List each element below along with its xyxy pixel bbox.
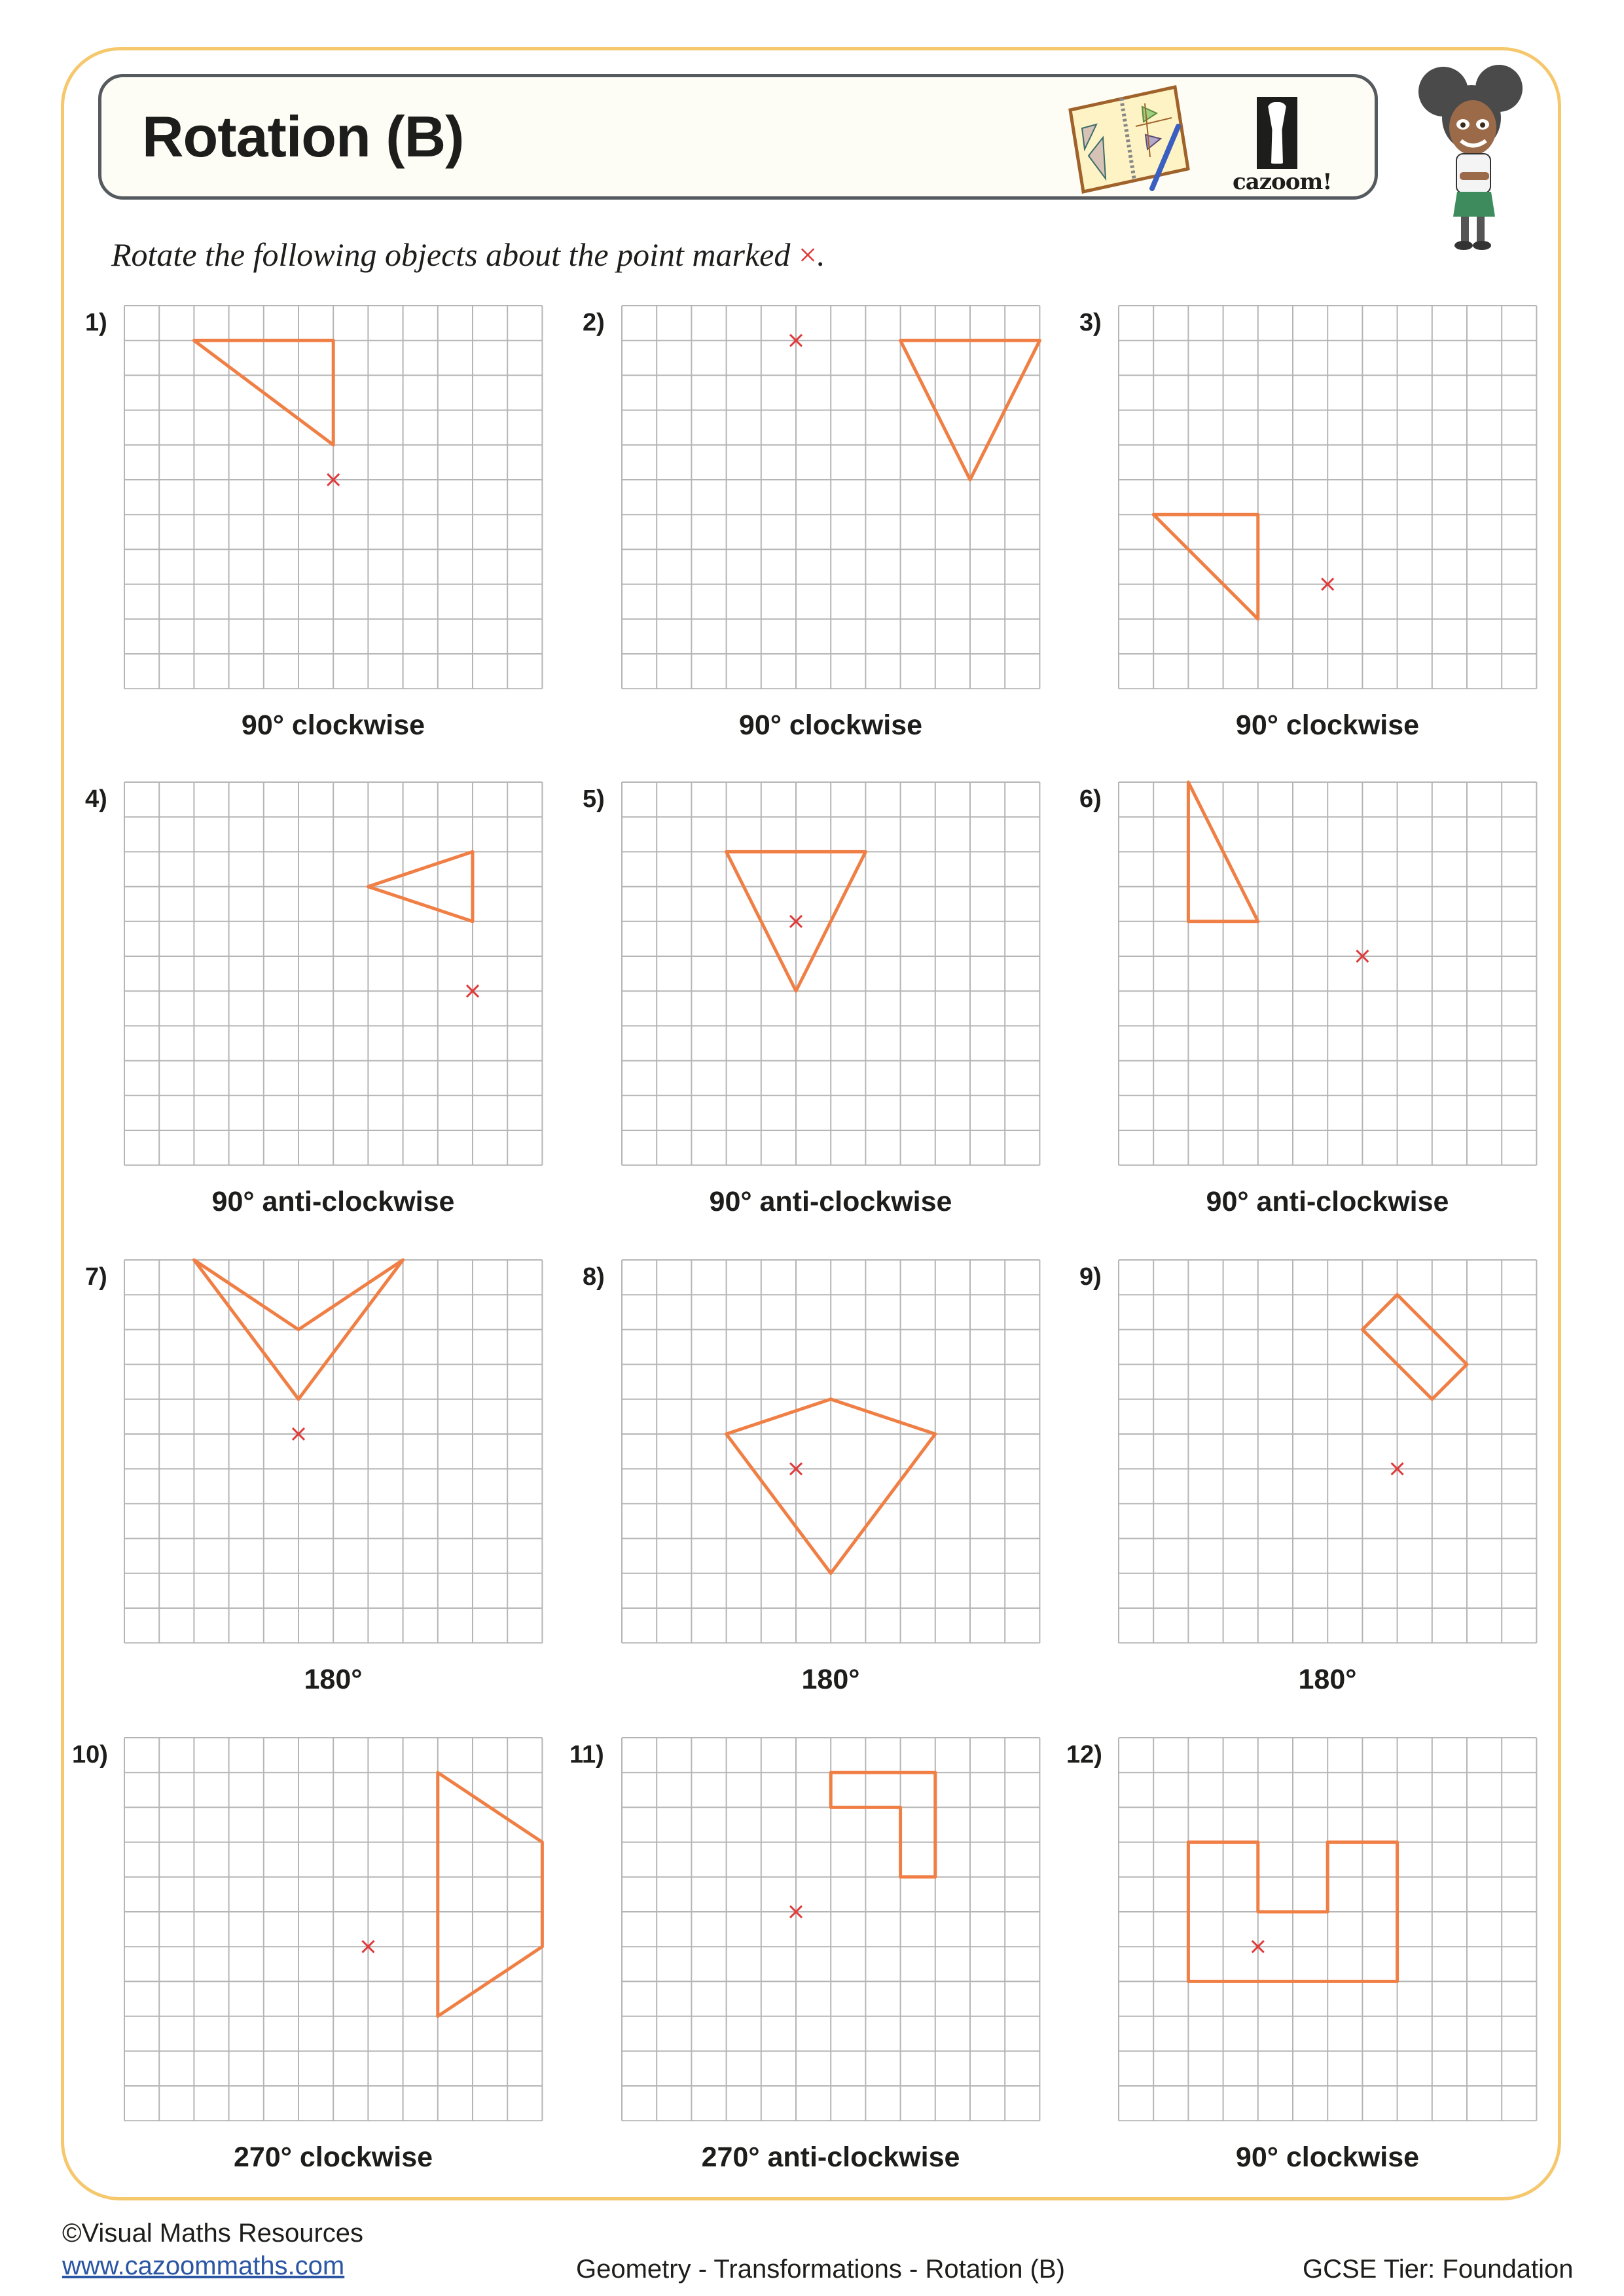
grid-lines bbox=[1119, 782, 1536, 1165]
rotation-grid[interactable] bbox=[124, 1260, 542, 1643]
question-number: 11) bbox=[569, 1741, 604, 1768]
question-number: 3) bbox=[1079, 309, 1102, 336]
object-shape bbox=[438, 1772, 543, 2016]
question-number: 4) bbox=[85, 785, 107, 813]
logo-mark-icon bbox=[1257, 97, 1297, 169]
rotation-grid[interactable] bbox=[622, 1260, 1039, 1643]
rotation-grid[interactable] bbox=[1119, 782, 1536, 1165]
footer-topic: Geometry - Transformations - Rotation (B) bbox=[576, 2255, 1065, 2284]
rotation-grid[interactable] bbox=[622, 782, 1039, 1165]
question-number: 5) bbox=[583, 785, 605, 813]
student-character-icon bbox=[1414, 62, 1532, 252]
instruction-text bbox=[111, 236, 825, 274]
cross-mark-icon: × bbox=[798, 236, 818, 273]
object-shape bbox=[1362, 1295, 1467, 1399]
rotation-instruction: 90° anti-clockwise bbox=[1206, 1186, 1449, 1218]
question-number: 10) bbox=[72, 1741, 108, 1768]
rotation-grid[interactable] bbox=[1119, 306, 1536, 689]
rotation-instruction: 90° clockwise bbox=[241, 709, 425, 742]
rotation-instruction: 270° anti-clockwise bbox=[701, 2142, 960, 2174]
page-title: Rotation (B) bbox=[142, 104, 464, 169]
grid-lines bbox=[124, 1738, 542, 2121]
footer-copyright: ©Visual Maths Resources bbox=[62, 2219, 364, 2248]
rotation-grid[interactable] bbox=[622, 306, 1039, 689]
question-number: 7) bbox=[85, 1263, 107, 1291]
grid-lines bbox=[1119, 1738, 1536, 2121]
rotation-instruction: 90° clockwise bbox=[1235, 2142, 1420, 2174]
grid-lines bbox=[124, 1260, 542, 1643]
rotation-instruction: 90° anti-clockwise bbox=[211, 1186, 455, 1218]
rotation-grid[interactable] bbox=[1119, 1260, 1536, 1643]
rotation-grid[interactable] bbox=[124, 1738, 542, 2121]
rotation-instruction: 180° bbox=[1298, 1664, 1357, 1696]
grid-lines bbox=[1119, 306, 1536, 689]
rotation-grid[interactable] bbox=[124, 782, 542, 1165]
rotation-instruction: 180° bbox=[801, 1664, 860, 1696]
instruction-suffix: . bbox=[817, 236, 825, 273]
footer-tier: GCSE Tier: Foundation bbox=[1303, 2255, 1574, 2284]
question-number: 1) bbox=[85, 309, 107, 336]
footer-website-link[interactable]: www.cazoommaths.com bbox=[62, 2251, 345, 2280]
logo-text: cazoom! bbox=[1233, 169, 1332, 195]
title-banner bbox=[98, 74, 1378, 200]
rotation-instruction: 270° clockwise bbox=[233, 2142, 433, 2174]
rotation-grid[interactable] bbox=[124, 306, 542, 689]
rotation-instruction: 90° anti-clockwise bbox=[709, 1186, 952, 1218]
rotation-instruction: 90° clockwise bbox=[738, 709, 923, 742]
cazoom-logo bbox=[1227, 84, 1339, 195]
grid-lines bbox=[124, 782, 542, 1165]
rotation-instruction: 180° bbox=[304, 1664, 363, 1696]
question-number: 9) bbox=[1079, 1263, 1102, 1291]
grid-lines bbox=[622, 1260, 1039, 1643]
question-number: 6) bbox=[1079, 785, 1102, 813]
notebook-icon bbox=[1064, 84, 1201, 195]
question-number: 12) bbox=[1066, 1741, 1102, 1768]
question-number: 2) bbox=[583, 309, 605, 336]
object-shape bbox=[831, 1772, 935, 1877]
question-number: 8) bbox=[583, 1263, 605, 1291]
object-shape bbox=[1153, 514, 1258, 619]
grid-lines bbox=[622, 306, 1039, 689]
rotation-grid[interactable] bbox=[1119, 1738, 1536, 2121]
rotation-grid[interactable] bbox=[622, 1738, 1039, 2121]
rotation-instruction: 90° clockwise bbox=[1235, 709, 1420, 742]
grid-lines bbox=[1119, 1260, 1536, 1643]
grid-lines bbox=[622, 782, 1039, 1165]
instruction-main: Rotate the following objects about the point marked bbox=[111, 236, 799, 273]
